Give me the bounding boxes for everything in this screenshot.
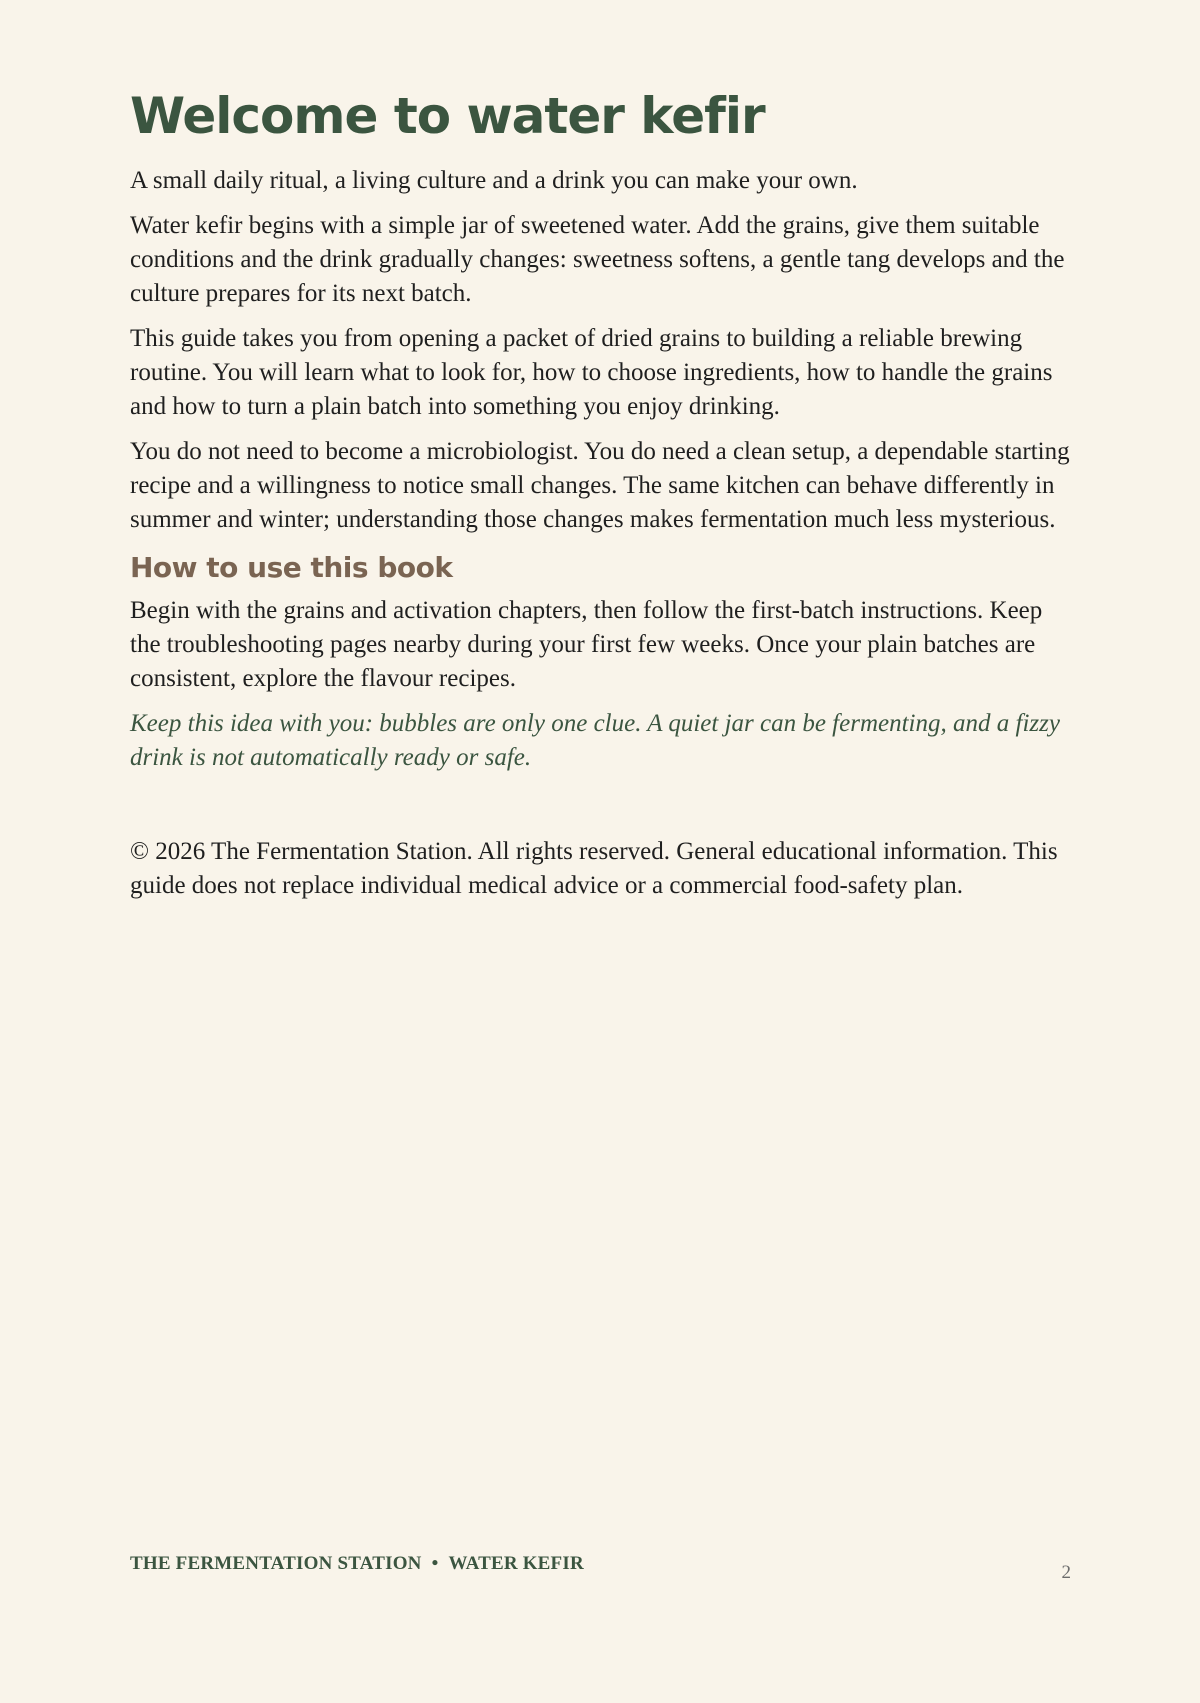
copyright-notice: © 2026 The Fermentation Station. All rights reserved. General educational information. This guide does not replace individual medical advice or a commercial food-safety plan. [130,838,1058,900]
intro-paragraph: Water kefir begins with a simple jar of sweetened water. Add the grains, give them suitable conditions and the drink gradually changes: sweetness softens, a gentle tang develops and the culture prepares for its next batch. [130,211,1065,307]
intro-tagline: A small daily ritual, a living culture and a drink you can make your own. [130,166,858,194]
footer-separator: • [431,1553,439,1574]
section-heading: How to use this book [130,550,453,584]
intro-paragraph: You do not need to become a microbiologist. You do need a clean setup, a dependable starting recipe and a willingness to notice small changes. The same kitchen can behave differently in summer and winter; understanding those changes makes fermentation much less mysterious. [130,437,1070,533]
running-footer [130,1553,584,1575]
key-idea-note: Keep this idea with you: bubbles are only one clue. A quiet jar can be fermenting, and a fizzy drink is not automatically ready or safe. [130,710,1060,772]
section-body: Begin with the grains and activation chapters, then follow the first-batch instructions. Keep the troubleshooting pages nearby during your first few weeks. Once your plain batches are consistent, explore the flavour recipes. [130,597,1043,693]
page-number: 2 [1061,1562,1071,1583]
footer-topic: WATER KEFIR [448,1553,584,1574]
footer-brand: THE FERMENTATION STATION [130,1553,422,1574]
page-title: Welcome to water kefir [130,87,765,145]
page-content [130,88,1070,914]
intro-paragraph: This guide takes you from opening a packet of dried grains to building a reliable brewing routine. You will learn what to look for, how to choose ingredients, how to handle the grains and how to turn a plain batch into something you enjoy drinking. [130,324,1053,420]
